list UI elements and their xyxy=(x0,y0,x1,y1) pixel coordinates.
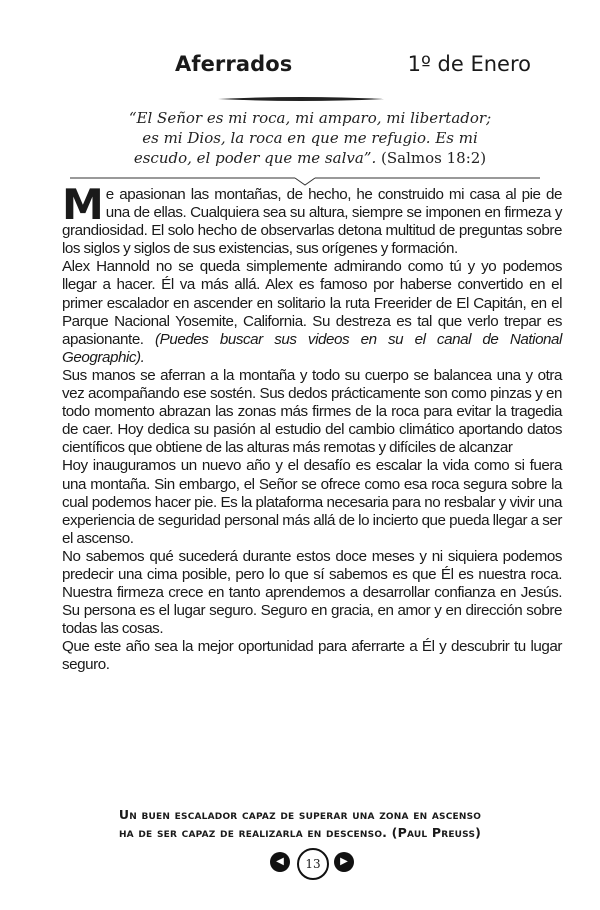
bible-verse xyxy=(120,108,500,168)
paragraph-2-note: (Puedes buscar sus videos en su el canal de National Geographic). xyxy=(62,330,562,366)
closing-quote-line-2: ha de ser capaz de realizarla en descenso. (Paul Preuss) xyxy=(118,825,482,840)
previous-page-button[interactable] xyxy=(270,852,290,872)
page-title: Aferrados xyxy=(175,52,293,76)
next-icon: ▶ xyxy=(340,856,348,867)
paragraph-4: Hoy inauguramos un nuevo año y el desafío es escalar la vida como si fuera una montaña. Sin embargo, el Señor se ofrece como esa roca segura sobre la cual podemos hacer pie. Es la plataforma necesaria para no resbalar y vivir una experiencia de seguridad personal más allá de lo incierto que pueda llegar a ser el ascenso. xyxy=(62,457,562,547)
paragraph-6: Que este año sea la mejor oportunidad para aferrarte a Él y descubrir tu lugar seguro. xyxy=(62,638,562,674)
page-date: 1º de Enero xyxy=(407,52,531,76)
paragraph-2-text: Alex Hannold no se queda simplemente admirando como tú y yo podemos llegar a hacer. Él va más allá. Alex es famoso por haberse convertido en el primer escalador en ascender en solitario la ruta Freerider de El Capitán, en el Parque Nacional Yosemite, California. Su destreza es tal que verlo trepar es apasionante. xyxy=(62,258,562,348)
top-ornament-rule xyxy=(218,96,384,102)
page-header xyxy=(175,52,531,88)
page-number: 13 xyxy=(297,848,329,880)
closing-quote xyxy=(70,806,530,842)
closing-quote-line-1: Un buen escalador capaz de superar una zona en ascenso xyxy=(118,807,482,822)
paragraph-5: No sabemos qué sucederá durante estos doce meses y ni siquiera podemos predecir una cima posible, pero lo que sí sabemos es que Él es nuestra roca. Nuestra firmeza crece en tanto aprendemos a desarrollar confianza en Jesús. Su persona es el lugar seguro. Seguro en gracia, en amor y en dirección sobre todas las cosas. xyxy=(62,547,562,638)
next-page-button[interactable] xyxy=(334,852,354,872)
page-navigation xyxy=(270,848,360,878)
verse-quote: “El Señor es mi roca, mi amparo, mi libertador; es mi Dios, la roca en que me refugio. Es mi escudo, el poder que me salva”. xyxy=(128,109,492,167)
verse-reference: (Salmos 18:2) xyxy=(381,149,487,167)
paragraph-1 xyxy=(62,180,562,258)
paragraph-1-text: e apasionan las montañas, de hecho, he construido mi casa al pie de una de ellas. Cualquiera sea su altura, siempre se imponen en firmeza y grandiosidad. El solo hecho de observarlas detona multitud de preguntas sobre los siglos y siglos de sus existencias, sus orígenes y formación. xyxy=(62,186,562,258)
paragraph-2 xyxy=(62,258,562,367)
previous-icon: ◀ xyxy=(276,856,284,867)
article-body xyxy=(62,180,562,675)
paragraph-3: Sus manos se aferran a la montaña y todo su cuerpo se balancea una y otra vez acompañando ese sostén. Sus dedos prácticamente son como pinzas y en todo momento abrazan las zonas más firmes de la roca para evitar la tragedia de caer. Hoy dedica su pasión al estudio del cambio climático aportando datos científicos que obtiene de las alturas más remotas y difíciles de alcanzar xyxy=(62,366,562,457)
drop-cap: M xyxy=(62,180,104,229)
